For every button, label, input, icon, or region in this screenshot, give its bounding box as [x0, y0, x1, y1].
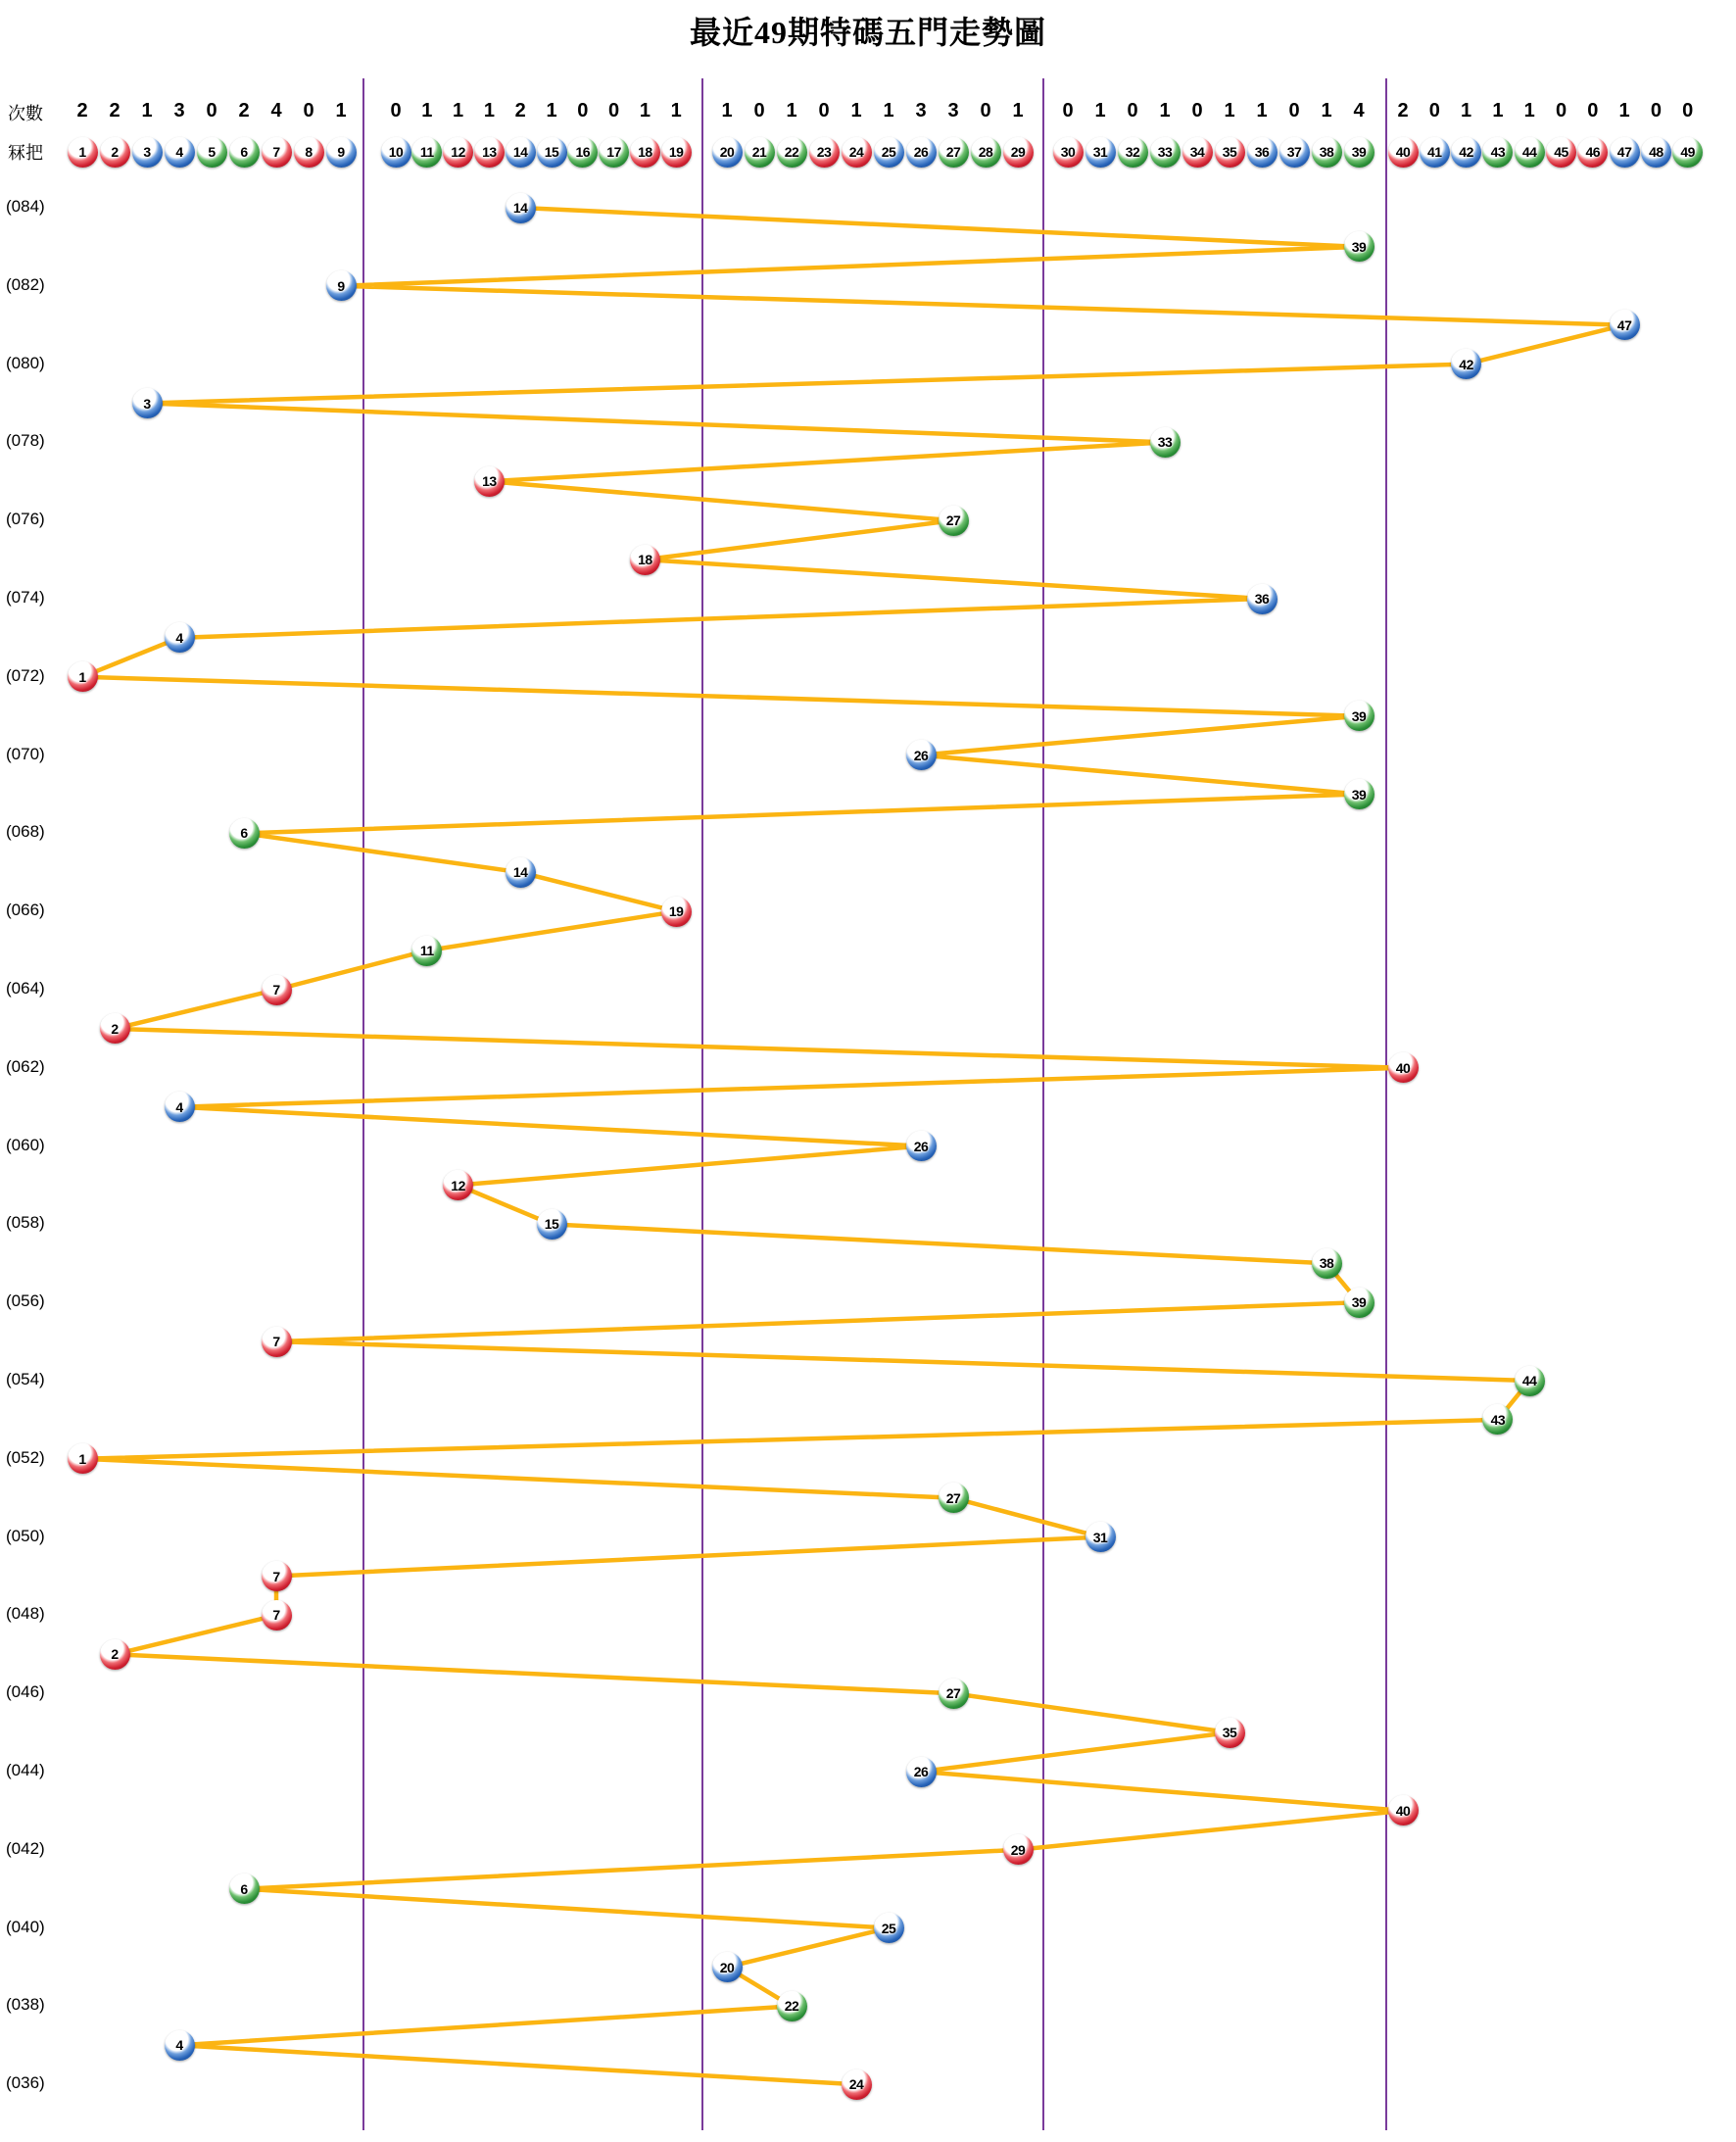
count-value: 0: [1650, 100, 1662, 122]
chart-ball: 40: [1388, 1795, 1419, 1826]
chart-ball: 4: [165, 622, 195, 653]
chart-ball: 3: [132, 388, 163, 418]
header-ball: 40: [1388, 137, 1419, 168]
chart-ball: 6: [229, 1874, 260, 1904]
chart-ball: 44: [1515, 1366, 1545, 1396]
count-value: 1: [1523, 100, 1535, 122]
chart-ball: 14: [506, 857, 536, 888]
chart-ball: 38: [1312, 1248, 1342, 1279]
count-value: 1: [546, 100, 557, 122]
period-label: (068): [6, 822, 45, 842]
header-ball: 17: [599, 137, 629, 168]
header-ball: 11: [411, 137, 442, 168]
period-label: (072): [6, 665, 45, 685]
header-ball: 13: [474, 137, 505, 168]
page-title: 最近49期特碼五門走勢圖: [689, 15, 1046, 50]
chart-ball: 7: [262, 1561, 292, 1591]
count-value: 1: [639, 100, 651, 122]
period-label: (070): [6, 744, 45, 763]
header-ball: 30: [1053, 137, 1084, 168]
period-label: (064): [6, 979, 45, 998]
count-value: 0: [1587, 100, 1599, 122]
count-value: 1: [1256, 100, 1268, 122]
period-label: (080): [6, 353, 45, 372]
header-ball: 41: [1420, 137, 1450, 168]
header-ball: 4: [165, 137, 195, 168]
period-label: (082): [6, 274, 45, 294]
period-label: (066): [6, 901, 45, 920]
period-label: (060): [6, 1135, 45, 1154]
chart-ball: 2: [100, 1639, 130, 1670]
header-ball: 42: [1451, 137, 1481, 168]
chart-ball: 27: [939, 1679, 969, 1709]
chart-ball: 26: [906, 1757, 937, 1787]
count-value: 1: [1618, 100, 1630, 122]
count-value: 1: [1461, 100, 1472, 122]
period-label: (054): [6, 1370, 45, 1388]
chart-ball: 13: [474, 466, 505, 497]
chart-ball: 24: [842, 2069, 872, 2100]
header-ball: 26: [906, 137, 937, 168]
chart-ball: 42: [1451, 349, 1481, 379]
period-label: (050): [6, 1526, 45, 1545]
chart-ball: 7: [262, 1600, 292, 1631]
chart-ball: 7: [262, 1327, 292, 1357]
chart-ball: 22: [777, 1991, 807, 2021]
header-ball: 29: [1003, 137, 1034, 168]
count-value: 2: [1397, 100, 1409, 122]
count-value: 1: [721, 100, 733, 122]
chart-ball: 6: [229, 818, 260, 849]
header-ball: 43: [1482, 137, 1513, 168]
period-label: (084): [6, 197, 45, 216]
period-label: (038): [6, 1995, 45, 2015]
header-ball: 25: [874, 137, 904, 168]
header-ball: 23: [809, 137, 840, 168]
header-ball: 9: [326, 137, 357, 168]
header-ball: 37: [1279, 137, 1310, 168]
count-value: 1: [786, 100, 797, 122]
count-value: 0: [390, 100, 402, 122]
count-value: 0: [1062, 100, 1074, 122]
count-value: 1: [1492, 100, 1504, 122]
header-ball: 6: [229, 137, 260, 168]
header-ball: 7: [262, 137, 292, 168]
chart-ball: 47: [1610, 310, 1640, 340]
period-label: (056): [6, 1291, 45, 1311]
period-label: (074): [6, 588, 45, 607]
count-value: 1: [141, 100, 153, 122]
chart-ball: 1: [68, 661, 98, 692]
header-ball: 38: [1312, 137, 1342, 168]
period-label: (040): [6, 1917, 45, 1936]
count-value: 0: [1127, 100, 1138, 122]
chart-ball: 39: [1344, 779, 1374, 809]
chart-ball: 27: [939, 506, 969, 536]
header-ball: 45: [1546, 137, 1576, 168]
chart-ball: 36: [1247, 584, 1278, 614]
chart-ball: 39: [1344, 701, 1374, 731]
count-value: 2: [238, 100, 250, 122]
period-label: (052): [6, 1447, 45, 1467]
chart-ball: 39: [1344, 1288, 1374, 1318]
period-label: (046): [6, 1682, 45, 1702]
header-ball: 39: [1344, 137, 1374, 168]
period-label: (062): [6, 1056, 45, 1076]
header-ball: 21: [745, 137, 775, 168]
count-value: 1: [850, 100, 862, 122]
count-value: 1: [335, 100, 347, 122]
header-ball: 35: [1215, 137, 1245, 168]
period-label: (036): [6, 2073, 45, 2093]
count-value: 4: [270, 100, 282, 122]
period-label: (076): [6, 510, 45, 529]
chart-ball: 40: [1388, 1052, 1419, 1083]
count-value: 0: [1555, 100, 1567, 122]
count-value: 0: [206, 100, 217, 122]
chart-ball: 4: [165, 2030, 195, 2061]
header-ball: 16: [567, 137, 598, 168]
count-value: 4: [1353, 100, 1365, 122]
count-value: 0: [818, 100, 830, 122]
count-value: 2: [109, 100, 121, 122]
chart-ball: 26: [906, 1131, 937, 1161]
chart-ball: 35: [1215, 1718, 1245, 1748]
header-ball: 34: [1182, 137, 1213, 168]
count-value: 1: [1012, 100, 1024, 122]
chart-ball: 33: [1150, 427, 1181, 458]
chart-ball: 43: [1482, 1404, 1513, 1435]
count-value: 1: [1094, 100, 1106, 122]
count-value: 0: [1288, 100, 1300, 122]
count-value: 1: [453, 100, 464, 122]
header-ball: 27: [939, 137, 969, 168]
count-value: 2: [514, 100, 526, 122]
chart-ball: 9: [326, 270, 357, 301]
chart-ball: 4: [165, 1092, 195, 1122]
count-value: 0: [303, 100, 314, 122]
header-ball: 12: [443, 137, 473, 168]
count-value: 1: [421, 100, 433, 122]
header-ball: 28: [971, 137, 1001, 168]
header-ball: 49: [1672, 137, 1703, 168]
chart-ball: 31: [1085, 1522, 1116, 1552]
chart-ball: 15: [537, 1209, 567, 1240]
chart-ball: 11: [411, 936, 442, 966]
period-label: (078): [6, 431, 45, 451]
chart-ball: 20: [712, 1952, 743, 1982]
count-value: 0: [1428, 100, 1440, 122]
chart-ball: 39: [1344, 231, 1374, 262]
count-value: 0: [1191, 100, 1203, 122]
count-value: 1: [483, 100, 495, 122]
chart-ball: 19: [661, 897, 692, 927]
count-value: 3: [915, 100, 927, 122]
count-value: 0: [608, 100, 620, 122]
chart-ball: 1: [68, 1443, 98, 1474]
balls-row-label: 冧把: [8, 143, 43, 163]
header-ball: 48: [1641, 137, 1671, 168]
count-value: 0: [577, 100, 589, 122]
count-value: 1: [670, 100, 682, 122]
chart-ball: 25: [874, 1913, 904, 1943]
chart-ball: 18: [630, 545, 660, 575]
period-label: (042): [6, 1838, 45, 1858]
count-value: 2: [76, 100, 88, 122]
header-ball: 31: [1085, 137, 1116, 168]
header-ball: 15: [537, 137, 567, 168]
header-ball: 20: [712, 137, 743, 168]
count-value: 0: [753, 100, 765, 122]
period-label: (044): [6, 1761, 45, 1779]
period-label: (058): [6, 1213, 45, 1233]
header-ball: 33: [1150, 137, 1181, 168]
chart-ball: 7: [262, 975, 292, 1005]
chart-ball: 26: [906, 740, 937, 770]
header-ball: 3: [132, 137, 163, 168]
count-value: 0: [980, 100, 991, 122]
counts-row-label: 次數: [8, 104, 43, 123]
header-ball: 1: [68, 137, 98, 168]
count-value: 1: [1224, 100, 1235, 122]
chart-ball: 14: [506, 193, 536, 223]
header-ball: 2: [100, 137, 130, 168]
header-ball: 36: [1247, 137, 1278, 168]
count-value: 1: [1159, 100, 1171, 122]
header-ball: 24: [842, 137, 872, 168]
chart-ball: 27: [939, 1483, 969, 1513]
chart-ball: 12: [443, 1170, 473, 1200]
header-ball: 18: [630, 137, 660, 168]
period-label: (048): [6, 1604, 45, 1624]
header-ball: 47: [1610, 137, 1640, 168]
header-ball: 46: [1577, 137, 1608, 168]
chart-ball: 29: [1003, 1834, 1034, 1865]
chart-ball: 2: [100, 1013, 130, 1044]
header-ball: 8: [294, 137, 324, 168]
count-value: 3: [947, 100, 959, 122]
count-value: 1: [883, 100, 894, 122]
header-ball: 22: [777, 137, 807, 168]
header-ball: 10: [381, 137, 411, 168]
count-value: 1: [1321, 100, 1332, 122]
header-ball: 32: [1118, 137, 1148, 168]
header-ball: 5: [197, 137, 227, 168]
count-value: 0: [1682, 100, 1694, 122]
header-ball: 44: [1515, 137, 1545, 168]
header-ball: 14: [506, 137, 536, 168]
count-value: 3: [173, 100, 185, 122]
header-ball: 19: [661, 137, 692, 168]
